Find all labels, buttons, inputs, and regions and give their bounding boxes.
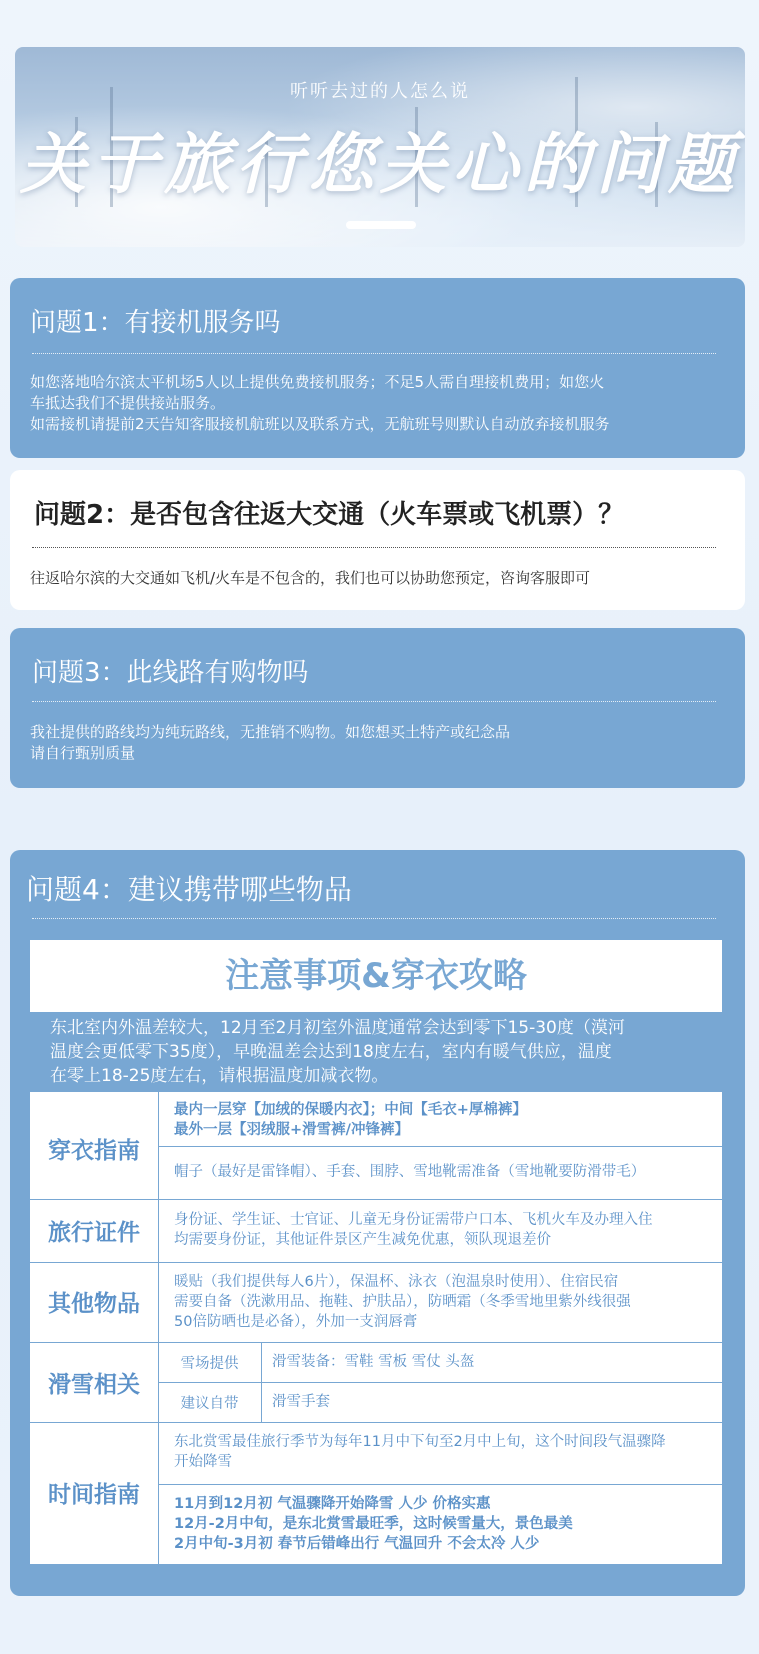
faq-card-1 bbox=[10, 278, 745, 458]
table-grid-line bbox=[30, 1342, 722, 1343]
banner-indicator bbox=[346, 221, 416, 229]
clothing-accessories: 帽子（最好是雷锋帽）、手套、围脖、雪地靴需准备（雪地靴要防滑带毛） bbox=[174, 1164, 646, 1180]
packing-guide-table bbox=[30, 940, 722, 1564]
faq-answer-2 bbox=[30, 568, 730, 589]
guide-intro bbox=[30, 1012, 722, 1092]
clothing-layers bbox=[174, 1100, 714, 1140]
cell-line: 均需要身份证，其他证件景区产生减免优惠，领队现退差价 bbox=[174, 1232, 551, 1248]
clothing-category: 穿衣指南 bbox=[48, 1138, 140, 1164]
timing-best-season bbox=[174, 1432, 714, 1472]
other-items-category: 其他物品 bbox=[48, 1291, 140, 1317]
faq-question-3: 问题3：此线路有购物吗 bbox=[32, 658, 309, 688]
faq-divider bbox=[32, 701, 716, 702]
faq-question-2: 问题2：是否包含往返大交通（火车票或飞机票）？ bbox=[34, 500, 625, 530]
answer-line: 往返哈尔滨的大交通如飞机/火车是不包含的，我们也可以协助您预定，咨询客服即可 bbox=[30, 569, 591, 587]
cell-line: 东北赏雪最佳旅行季节为每年11月中下旬至2月中上旬，这个时间段气温骤降 bbox=[174, 1434, 666, 1450]
hero-banner bbox=[15, 47, 745, 247]
answer-line: 如需接机请提前2天告知客服接机航班以及联系方式，无航班号则默认自动放弃接机服务 bbox=[30, 415, 610, 433]
table-grid-line bbox=[158, 1146, 722, 1147]
ski-bring-items: 滑雪手套 bbox=[272, 1394, 330, 1410]
faq-card-2 bbox=[10, 470, 745, 610]
answer-line: 如您落地哈尔滨太平机场5人以上提供免费接机服务；不足5人需自理接机费用；如您火 bbox=[30, 373, 605, 391]
cell-line: 11月到12月初 气温骤降开始降雪 人少 价格实惠 bbox=[174, 1496, 491, 1512]
other-items-detail bbox=[174, 1272, 714, 1332]
ski-provided-label: 雪场提供 bbox=[180, 1356, 239, 1372]
table-grid-line bbox=[158, 1092, 159, 1564]
intro-line: 温度会更低零下35度），早晚温差会达到18度左右，室内有暖气供应，温度 bbox=[50, 1042, 612, 1062]
faq-divider bbox=[32, 353, 716, 354]
intro-line: 在零上18-25度左右，请根据温度加减衣物。 bbox=[50, 1066, 389, 1086]
faq-answer-1 bbox=[30, 372, 730, 435]
ski-category: 滑雪相关 bbox=[48, 1372, 140, 1398]
table-grid-line bbox=[30, 1262, 722, 1263]
documents-detail bbox=[174, 1210, 714, 1250]
intro-line: 东北室内外温差较大，12月至2月初室外温度通常会达到零下15-30度（漠河 bbox=[50, 1018, 625, 1038]
timing-category: 时间指南 bbox=[48, 1482, 140, 1508]
answer-line: 我社提供的路线均为纯玩路线，无推销不购物。如您想买土特产或纪念品 bbox=[30, 723, 511, 741]
faq-divider bbox=[32, 918, 716, 919]
timing-periods bbox=[174, 1494, 714, 1554]
answer-line: 请自行甄别质量 bbox=[30, 744, 136, 762]
faq-question-1: 问题1：有接机服务吗 bbox=[30, 308, 281, 338]
cell-line: 需要自备（洗漱用品、拖鞋、护肤品），防晒霜（冬季雪地里紫外线很强 bbox=[174, 1294, 631, 1310]
table-grid-line bbox=[158, 1382, 722, 1383]
banner-subtitle: 听听去过的人怎么说 bbox=[290, 81, 470, 102]
faq-card-3 bbox=[10, 628, 745, 788]
banner-title: 关于旅行您关心的问题 bbox=[20, 126, 740, 203]
table-grid-line bbox=[30, 1199, 722, 1200]
faq-answer-3 bbox=[30, 722, 730, 764]
cell-line: 暖贴（我们提供每人6片），保温杯、泳衣（泡温泉时使用）、住宿民宿 bbox=[174, 1274, 619, 1290]
faq-divider bbox=[32, 547, 716, 548]
cell-line: 12月-2月中旬，是东北赏雪最旺季，这时候雪量大，景色最美 bbox=[174, 1516, 573, 1532]
cell-line: 开始降雪 bbox=[174, 1454, 232, 1470]
cell-line: 最内一层穿【加绒的保暖内衣】；中间【毛衣+厚棉裤】 bbox=[174, 1102, 527, 1118]
guide-heading: 注意事项&穿衣攻略 bbox=[225, 956, 527, 996]
answer-line: 车抵达我们不提供接站服务。 bbox=[30, 394, 226, 412]
documents-category: 旅行证件 bbox=[48, 1220, 140, 1246]
ski-provided-items: 滑雪装备：雪鞋 雪板 雪仗 头盔 bbox=[272, 1354, 475, 1370]
cell-line: 身份证、学生证、士官证、儿童无身份证需带户口本、飞机火车及办理入住 bbox=[174, 1212, 653, 1228]
faq-question-4: 问题4：建议携带哪些物品 bbox=[26, 873, 352, 906]
cell-line: 50倍防晒也是必备），外加一支润唇膏 bbox=[174, 1314, 418, 1330]
cell-line: 2月中旬-3月初 春节后错峰出行 气温回升 不会太冷 人少 bbox=[174, 1536, 540, 1552]
table-grid-line bbox=[158, 1484, 722, 1485]
table-grid-line bbox=[30, 1422, 722, 1423]
cell-line: 最外一层【羽绒服+滑雪裤/冲锋裤】 bbox=[174, 1122, 409, 1138]
ski-bring-label: 建议自带 bbox=[180, 1396, 239, 1412]
